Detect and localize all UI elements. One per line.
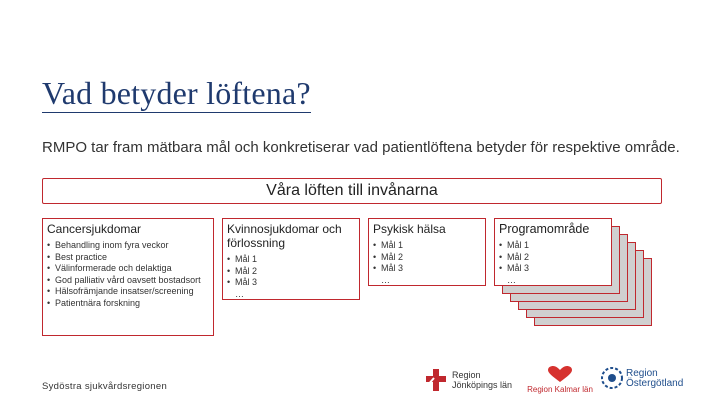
goal-list <box>495 240 611 286</box>
goal-list <box>223 254 359 300</box>
banner-label: Våra löften till invånarna <box>266 182 438 199</box>
goal-more: … <box>507 274 516 285</box>
column-title: Cancersjukdomar <box>47 222 142 236</box>
goal-more: … <box>381 274 390 285</box>
logo-label: Region Jönköpings län <box>452 370 513 390</box>
goal-item: • Mål 1 <box>227 254 355 266</box>
goal-item: • Mål 3 <box>499 263 607 275</box>
column-programomrade <box>494 218 612 286</box>
heart-icon <box>522 366 598 384</box>
column-kvinnosjukdomar <box>222 218 360 300</box>
column-cancersjukdomar <box>42 218 214 336</box>
emblem-icon <box>600 366 624 390</box>
goal-item: • Mål 1 <box>499 240 607 252</box>
column-psykisk-halsa <box>368 218 486 286</box>
goal-more: … <box>235 288 244 299</box>
goal-list <box>369 240 485 286</box>
goal-item: • Mål 3 <box>227 277 355 289</box>
goal-list <box>43 240 213 309</box>
goal-item: • Best practice <box>47 252 209 264</box>
goal-item: • Välinformerade och delaktiga <box>47 263 209 275</box>
goal-item: • Mål 1 <box>373 240 481 252</box>
goal-item: • Mål 3 <box>373 263 481 275</box>
slide-title: Vad betyder löftena? <box>42 75 311 111</box>
goal-item: • Hälsofrämjande insatser/screening <box>47 286 209 298</box>
goal-item: • Mål 2 <box>499 252 607 264</box>
goal-item: • Mål 2 <box>373 252 481 264</box>
region-ostergotland-logo <box>600 366 716 396</box>
footer-text: Sydöstra sjukvårdsregionen <box>42 381 168 392</box>
column-title: Programområde <box>499 222 590 236</box>
cross-icon <box>424 366 450 394</box>
logo-label: Region Östergötland <box>626 368 684 389</box>
goal-item: • God palliativ vård oavsett bostadsort <box>47 275 209 287</box>
column-title: Kvinnosjukdomar och förlossning <box>227 222 342 250</box>
region-kalmar-logo <box>522 366 598 396</box>
region-jonkoping-logo <box>424 366 518 396</box>
logo-label: Region Kalmar län <box>527 385 593 394</box>
goal-item: • Mål 2 <box>227 266 355 278</box>
promise-banner <box>42 178 662 204</box>
column-title: Psykisk hälsa <box>373 222 446 236</box>
goal-item: • Behandling inom fyra veckor <box>47 240 209 252</box>
slide-subtitle: RMPO tar fram mätbara mål och konkretiserar vad patientlöftena betyder för respektive område. <box>42 139 680 156</box>
goal-item: • Patientnära forskning <box>47 298 209 310</box>
